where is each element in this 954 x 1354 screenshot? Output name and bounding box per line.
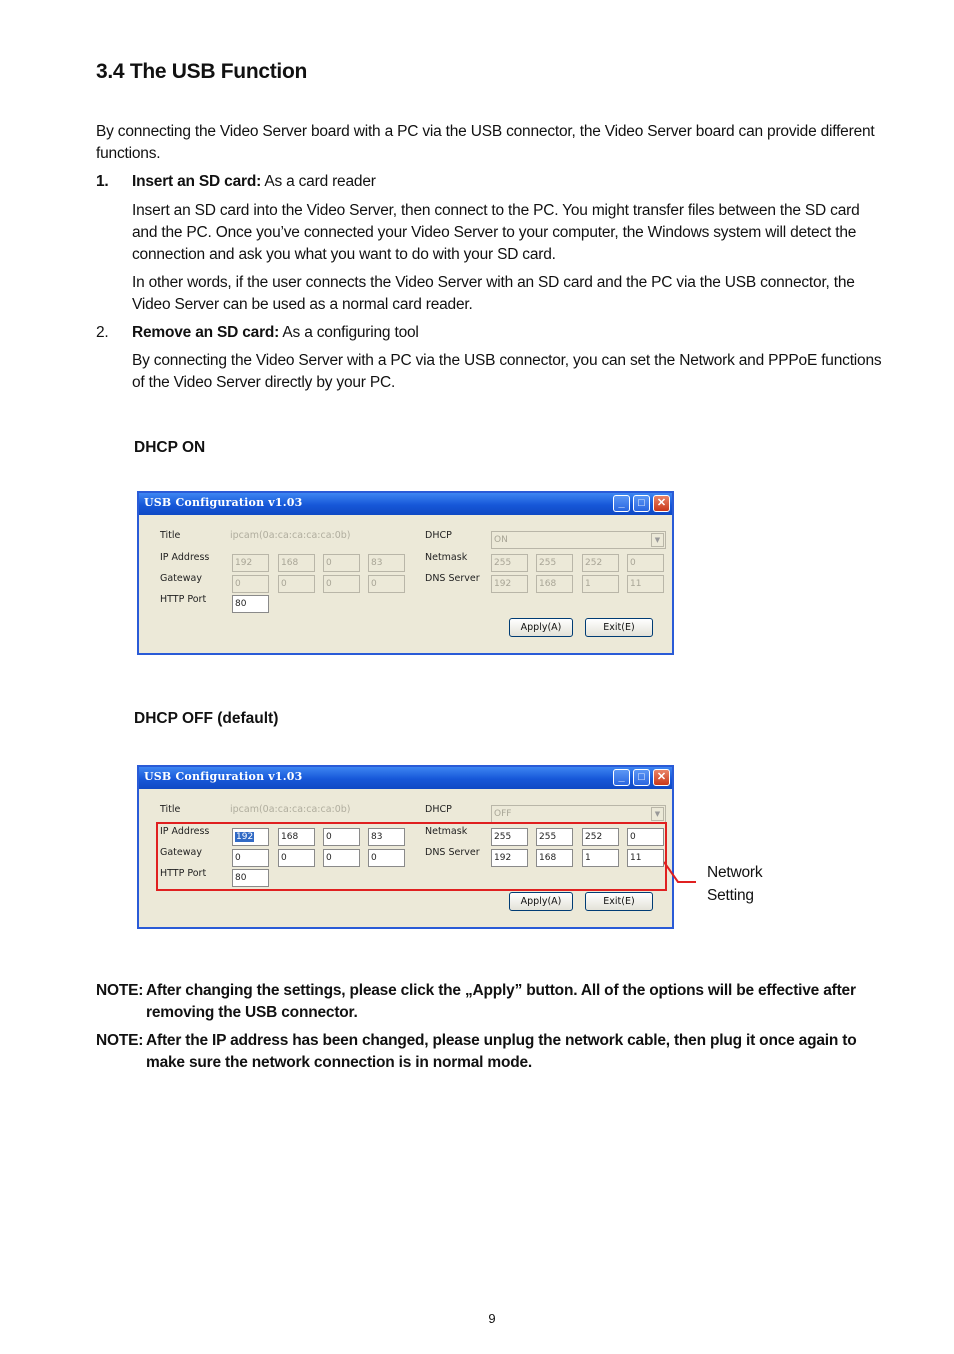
- label-gateway: Gateway: [160, 847, 202, 858]
- label-dhcp: DHCP: [425, 804, 452, 815]
- network-setting-highlight-box: [156, 822, 667, 891]
- item-2-title: Remove an SD card:: [132, 324, 280, 341]
- netmask-octet-2[interactable]: 255: [536, 828, 573, 846]
- item-1-para-1: Insert an SD card into the Video Server, then connect to the PC. You might transfer files between the SD card and the PC. Once you’ve connected your Video Server to your computer, the Windows system will detect the connection and ask you what you want to do with your SD card.: [132, 202, 860, 263]
- intro-paragraph: By connecting the Video Server board with a PC via the USB connector, the Video Server board can provide different functions.: [96, 123, 875, 162]
- network-setting-callout: [707, 861, 762, 907]
- item-1-heading: [132, 171, 882, 193]
- maximize-icon[interactable]: □: [633, 495, 650, 512]
- dns-octet-2[interactable]: 168: [536, 849, 573, 867]
- gateway-octet-4[interactable]: 0: [368, 849, 405, 867]
- ip-octet-2[interactable]: 168: [278, 828, 315, 846]
- item-2-heading: [132, 322, 882, 344]
- dns-octet-4[interactable]: 11: [627, 849, 664, 867]
- dialog-titlebar[interactable]: [139, 493, 672, 515]
- ip-octet-3[interactable]: 0: [323, 828, 360, 846]
- http-port-input[interactable]: 80: [232, 595, 269, 613]
- netmask-octet-3[interactable]: 252: [582, 554, 619, 572]
- item-2-para-1: By connecting the Video Server with a PC via the USB connector, you can set the Network and PPPoE functions of the Video Server directly by your PC.: [132, 352, 882, 391]
- item-1-title: Insert an SD card:: [132, 173, 262, 190]
- netmask-octet-4[interactable]: 0: [627, 554, 664, 572]
- apply-button[interactable]: Apply(A): [509, 892, 573, 911]
- http-port-input[interactable]: 80: [232, 869, 269, 887]
- dns-octet-1[interactable]: 192: [491, 575, 528, 593]
- ip-octet-4[interactable]: 83: [368, 828, 405, 846]
- label-ip-address: IP Address: [160, 552, 210, 563]
- label-title: Title: [160, 530, 181, 541]
- page-number: 9: [488, 1311, 496, 1326]
- dns-octet-4[interactable]: 11: [627, 575, 664, 593]
- note-1-label: NOTE:: [96, 982, 144, 999]
- dns-octet-1[interactable]: 192: [491, 849, 528, 867]
- label-http-port: HTTP Port: [160, 594, 207, 605]
- dhcp-select[interactable]: [491, 531, 666, 549]
- maximize-icon[interactable]: □: [633, 769, 650, 786]
- title-value: ipcam(0a:ca:ca:ca:ca:0b): [230, 804, 351, 815]
- dhcp-select[interactable]: [491, 805, 666, 823]
- netmask-octet-4[interactable]: 0: [627, 828, 664, 846]
- callout-line-1: Network: [707, 864, 763, 881]
- ip-octet-1-selected: 192: [236, 832, 254, 842]
- gateway-octet-1[interactable]: 0: [232, 849, 269, 867]
- dns-octet-3[interactable]: 1: [582, 849, 619, 867]
- figure-1-caption: DHCP ON: [134, 439, 206, 456]
- usb-config-dialog-dhcp-off: [137, 765, 674, 929]
- gateway-octet-2[interactable]: 0: [278, 575, 315, 593]
- close-icon[interactable]: ✕: [653, 769, 670, 786]
- ip-octet-2[interactable]: 168: [278, 554, 315, 572]
- item-1-number: 1.: [96, 173, 109, 190]
- dialog-titlebar[interactable]: [139, 767, 672, 789]
- minimize-icon[interactable]: _: [613, 495, 630, 512]
- netmask-octet-2[interactable]: 255: [536, 554, 573, 572]
- label-netmask: Netmask: [425, 552, 468, 563]
- label-dns-server: DNS Server: [425, 847, 480, 858]
- dialog-title: USB Configuration v1.03: [144, 770, 303, 783]
- chevron-down-icon[interactable]: ▼: [651, 807, 664, 821]
- exit-button[interactable]: Exit(E): [585, 618, 653, 637]
- label-dns-server: DNS Server: [425, 573, 480, 584]
- label-title: Title: [160, 804, 181, 815]
- dns-octet-3[interactable]: 1: [582, 575, 619, 593]
- section-heading: 3.4 The USB Function: [96, 60, 308, 83]
- label-netmask: Netmask: [425, 826, 468, 837]
- dhcp-select-value: OFF: [494, 809, 512, 819]
- item-2-desc: As a configuring tool: [279, 324, 419, 341]
- note-1-text: After changing the settings, please click the „Apply” button. All of the options will be effective after removing the USB connector.: [146, 982, 856, 1021]
- dialog-title: USB Configuration v1.03: [144, 496, 303, 509]
- dns-octet-2[interactable]: 168: [536, 575, 573, 593]
- figure-2-caption: DHCP OFF (default): [134, 710, 279, 727]
- apply-button[interactable]: Apply(A): [509, 618, 573, 637]
- callout-line: [664, 860, 698, 888]
- label-gateway: Gateway: [160, 573, 202, 584]
- gateway-octet-1[interactable]: 0: [232, 575, 269, 593]
- item-1-para-2: In other words, if the user connects the Video Server with an SD card and the PC via the USB connector, the Video Server can be used as a normal card reader.: [132, 274, 855, 313]
- item-2-number: 2.: [96, 324, 109, 341]
- note-2-text: After the IP address has been changed, please unplug the network cable, then plug it once again to make sure the network connection is in normal mode.: [146, 1032, 857, 1071]
- gateway-octet-2[interactable]: 0: [278, 849, 315, 867]
- title-value: ipcam(0a:ca:ca:ca:ca:0b): [230, 530, 351, 541]
- item-1-desc: As a card reader: [261, 173, 376, 190]
- ip-octet-1[interactable]: 192: [232, 554, 269, 572]
- netmask-octet-1[interactable]: 255: [491, 828, 528, 846]
- chevron-down-icon[interactable]: ▼: [651, 533, 664, 547]
- gateway-octet-3[interactable]: 0: [323, 575, 360, 593]
- ip-octet-3[interactable]: 0: [323, 554, 360, 572]
- ip-octet-4[interactable]: 83: [368, 554, 405, 572]
- dhcp-select-value: ON: [494, 535, 508, 545]
- callout-line-2: Setting: [707, 887, 754, 904]
- exit-button[interactable]: Exit(E): [585, 892, 653, 911]
- note-2-label: NOTE:: [96, 1032, 144, 1049]
- label-http-port: HTTP Port: [160, 868, 207, 879]
- gateway-octet-3[interactable]: 0: [323, 849, 360, 867]
- netmask-octet-3[interactable]: 252: [582, 828, 619, 846]
- netmask-octet-1[interactable]: 255: [491, 554, 528, 572]
- label-dhcp: DHCP: [425, 530, 452, 541]
- usb-config-dialog-dhcp-on: [137, 491, 674, 655]
- minimize-icon[interactable]: _: [613, 769, 630, 786]
- gateway-octet-4[interactable]: 0: [368, 575, 405, 593]
- close-icon[interactable]: ✕: [653, 495, 670, 512]
- label-ip-address: IP Address: [160, 826, 210, 837]
